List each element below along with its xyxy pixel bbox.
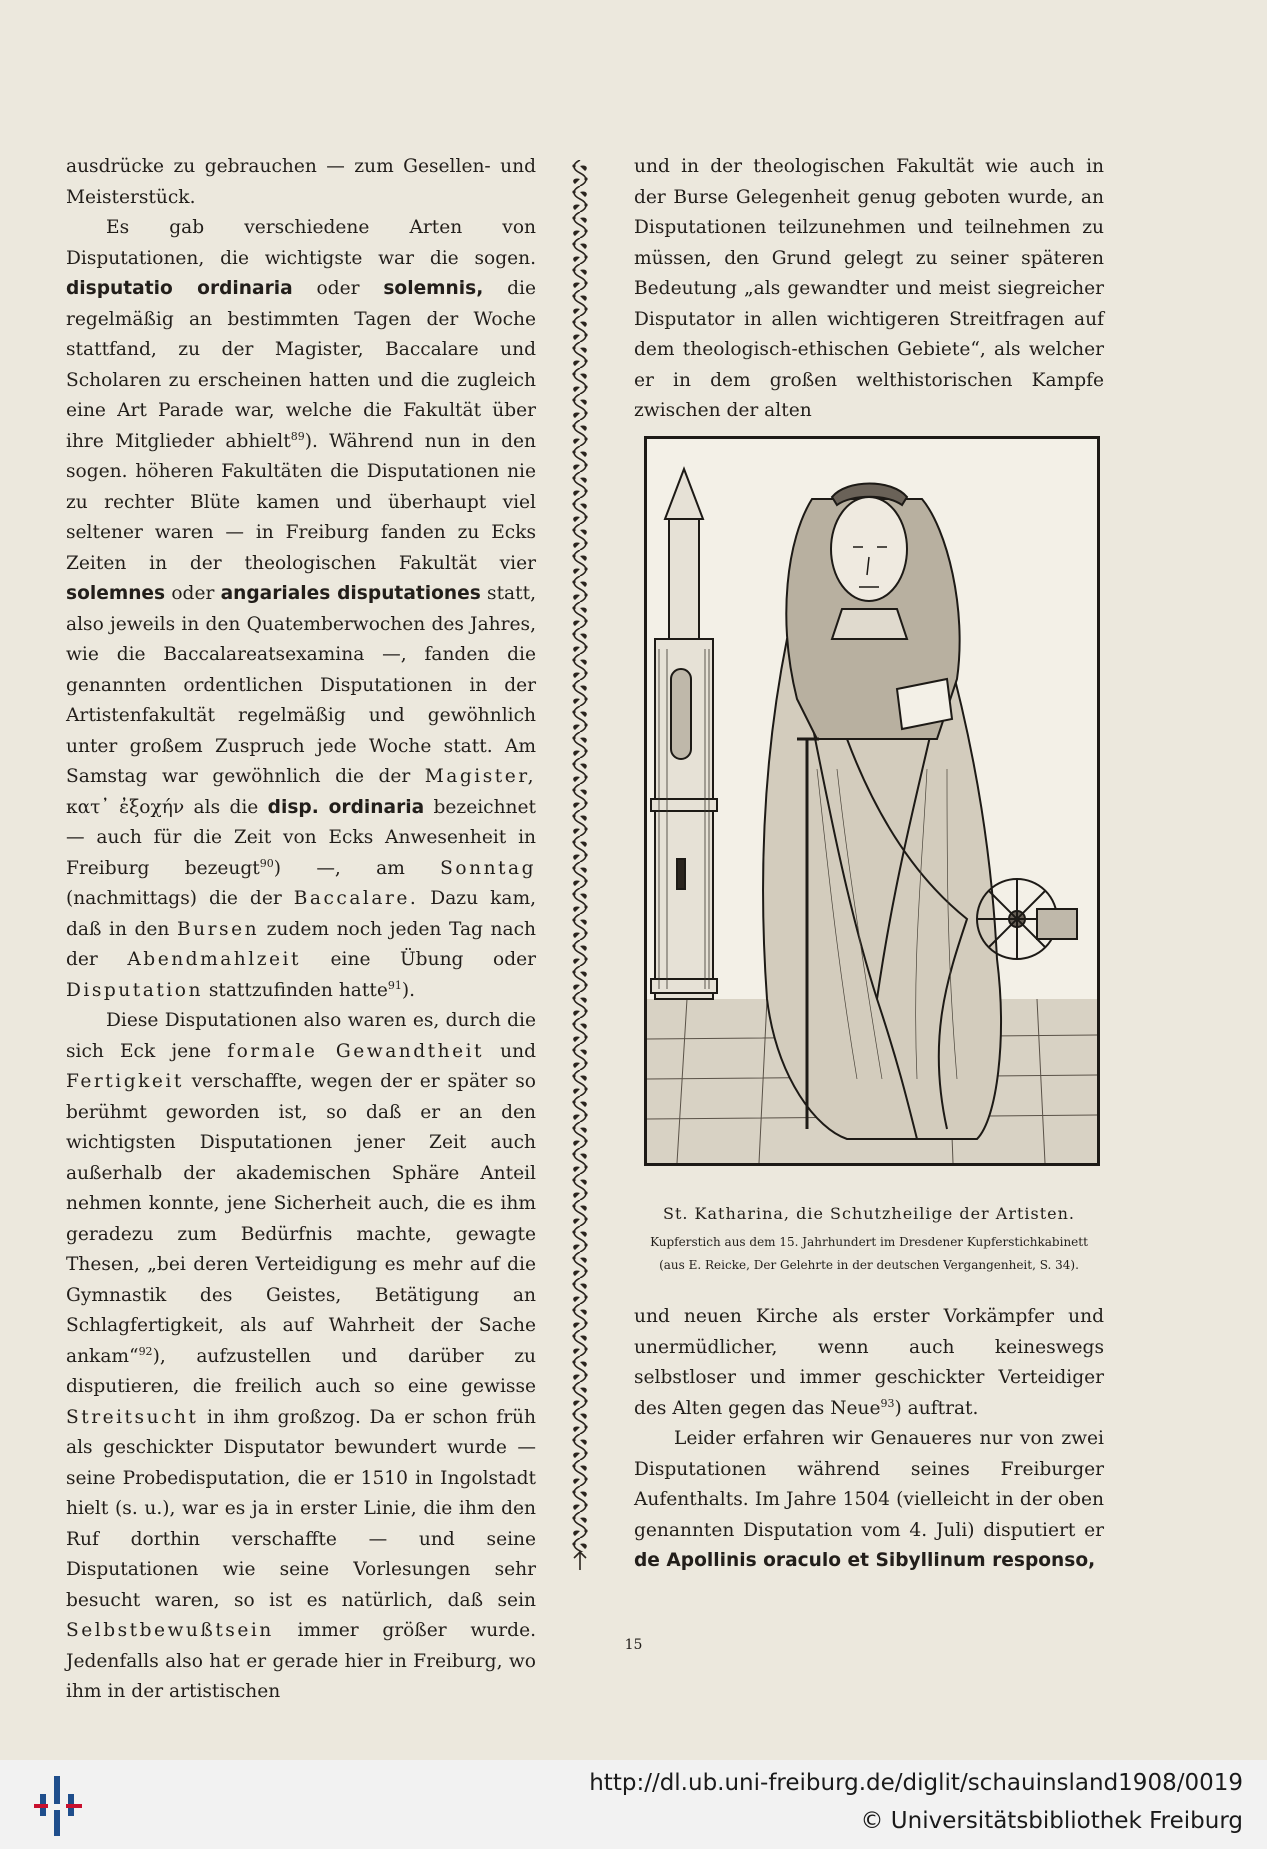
right-text-column-bottom xyxy=(634,1302,1104,1577)
figure-caption-source: Kupferstich aus dem 15. Jahrhundert im Dresdener Kupferstichkabinett xyxy=(650,1235,1088,1249)
document-url-link[interactable]: http://dl.ub.uni-freiburg.de/diglit/schauinsland1908/0019 xyxy=(589,1770,1243,1796)
paragraph: ausdrücke zu gebrauchen — zum Gesellen- und Meisterstück. xyxy=(66,156,536,208)
right-text-column-top xyxy=(634,152,1104,427)
decorative-vine-border xyxy=(568,160,592,1570)
figure-caption-reference: (aus E. Reicke, Der Gelehrte in der deutschen Vergangenheit, S. 34). xyxy=(659,1258,1079,1272)
tower xyxy=(651,469,717,999)
copyright-notice: © Universitätsbibliothek Freiburg xyxy=(860,1808,1243,1834)
left-text-column xyxy=(66,152,536,1708)
library-logo-icon xyxy=(34,1774,82,1838)
paragraph: und neuen Kirche als erster Vorkämpfer und unermüdlicher, wenn auch keineswegs selbstloser und immer geschickter Verteidiger des Alten gegen das Neue$^{93}$) auftrat. xyxy=(634,1306,1104,1419)
viewer-footer xyxy=(0,1760,1267,1849)
paragraph: und in der theologischen Fakultät wie auch in der Burse Gelegenheit genug geboten wurde, an Disputationen teilzunehmen und teilnehmen zu müssen, den Grund gelegt zu seiner späteren Bedeutung „als gewandter und meist siegreicher Disputator in allen wichtigeren Streitfragen auf dem theologisch-ethischen Gebiete“, als welcher er in dem großen welthistorischen Kampfe zwischen der alten xyxy=(634,156,1104,421)
paragraph: Leider erfahren wir Genaueres nur von zwei Disputationen während seines Freiburger Aufenthalts. Im Jahre 1504 (vielleicht in der oben genannten Disputation vom 4. Juli) disputiert er de Apollinis oraculo et Sibyllinum responso, xyxy=(634,1428,1104,1571)
figure-caption-title: St. Katharina, die Schutzheilige der Artisten. xyxy=(662,1204,1076,1223)
paragraph: Es gab verschiedene Arten von Disputationen, die wichtigste war die sogen. disputatio ordinaria oder solemnis, die regelmäßig an bestimmten Tagen der Woche stattfand, zu der Magister, Baccalare und Scholaren zu erscheinen hatten und die zugleich eine Art Parade war, welche die Fakultät über ihre Mitglieder abhielt$^{89}$). Während nun in den sogen. höheren Fakultäten die Disputationen nie zu rechter Blüte kamen und überhaupt viel seltener waren — in Freiburg fanden zu Ecks Zeiten in der theologischen Fakultät vier solemnes oder angariales disputationes statt, also jeweils in den Quatemberwochen des Jahres, wie die Baccalareatsexamina —, fanden die genannten ordentlichen Disputationen in der Artistenfakultät regelmäßig und gewöhnlich unter großem Zuspruch jede Woche statt. Am Samstag war gewöhnlich die der Magister, κατ᾽ ἐξοχήν als die disp. ordinaria bezeichnet — auch für die Zeit von Ecks Anwesenheit in Freiburg bezeugt$^{90}$) —, am Sonntag (nachmittags) die der Baccalare. Dazu kam, daß in den Bursen zudem noch jeden Tag nach der Abendmahlzeit eine Übung oder Disputation stattzufinden hatte$^{91}$). xyxy=(66,217,537,1001)
paragraph: Diese Disputationen also waren es, durch die sich Eck jene formale Gewandtheit und Fertigkeit verschaffte, wegen der er später so berühmt geworden ist, so daß er an den wichtigsten Disputationen jener Zeit auch außerhalb der akademischen Sphäre Anteil nehmen konnte, jene Sicherheit auch, die es ihm geradezu zum Bedürfnis machte, gewagte Thesen, „bei deren Verteidigung es mehr auf die Gymnastik des Geistes, Betätigung an Schlagfertigkeit, als auf Wahrheit der Sache ankam“$^{92}$), aufzustellen und darüber zu disputieren, die freilich auch so eine gewisse Streitsucht in ihm großzog. Da er schon früh als geschickter Disputator bewundert wurde — seine Probedisputation, die er 1510 in Ingolstadt hielt (s. u.), war es ja in erster Linie, die ihm den Ruf dorthin verschaffte — und seine Disputationen wie seine Vorlesungen sehr besucht waren, so ist es natürlich, daß sein Selbstbewußtsein immer größer wurde. Jedenfalls also hat er gerade hier in Freiburg, wo ihm in der artistischen xyxy=(66,1010,536,1702)
page-number: 15 xyxy=(624,1637,643,1653)
saint-figure xyxy=(763,484,1001,1140)
engraving-st-katharina xyxy=(644,436,1100,1166)
